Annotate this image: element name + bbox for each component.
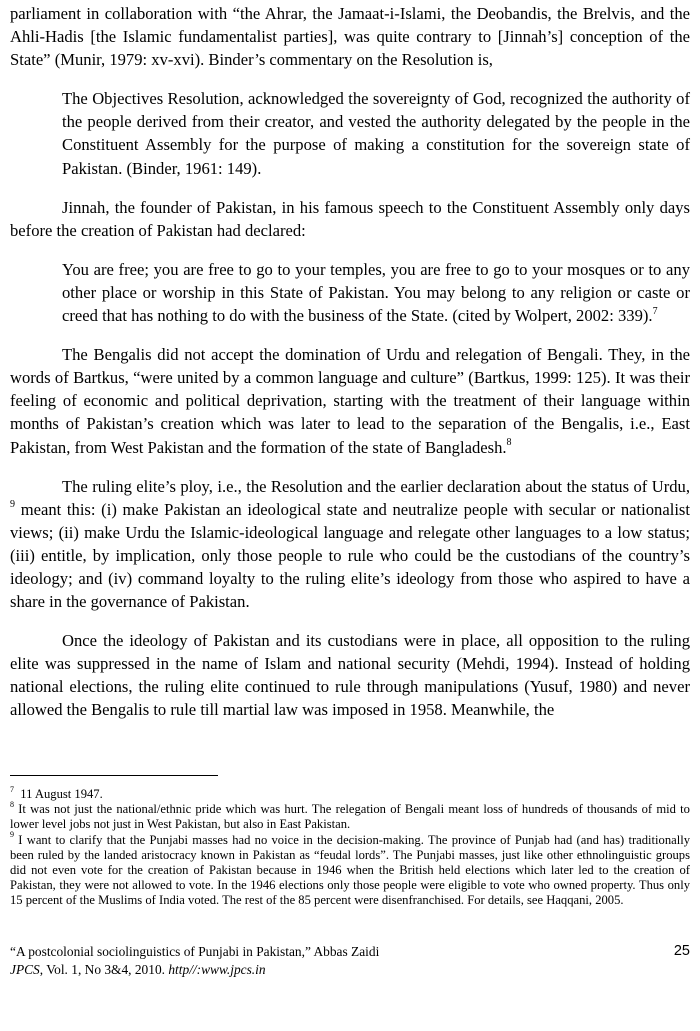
paragraph: Once the ideology of Pakistan and its custodians were in place, all opposition to the ruling elite was suppressed in the name of Islam and national security (Mehdi, 1994). Instead of holding national elections, the ruling elite continued to rule through manipulations (Yusuf, 1980) and never allowed the Bengalis to rule till martial law was imposed in 1958. Meanwhile, the <box>10 631 690 720</box>
quote-text: You are free; you are free to go to your temples, you are free to go to your mosques or to any other place or worship in this State of Pakistan. You may belong to any religion or caste or creed that has nothing to do with the business of the State. (cited by Wolpert, 2002: 339). <box>62 259 690 326</box>
journal-info <box>10 961 690 979</box>
footnote-ref[interactable]: 8 <box>506 436 512 448</box>
footnote-ref[interactable]: 7 <box>652 305 658 317</box>
footnotes <box>10 784 690 909</box>
paragraph: parliament in collaboration with “the Ahrar, the Jamaat-i-Islami, the Deobandis, the Brelvis, and the Ahli-Hadis [the Islamic fundamentalist parties], was quite contrary to [Jinnah’s] conception of the State” (Munir, 1979: xv-xvi). Binder’s commentary on the Resolution is, <box>10 4 690 70</box>
page-number: 25 <box>673 943 690 959</box>
paragraph-text: The ruling elite’s ploy, i.e., the Resolution and the earlier declaration about the status of Urdu, <box>62 476 690 496</box>
paragraph-text: The Bengalis did not accept the domination of Urdu and relegation of Bengali. They, in the words of Bartkus, “were united by a common language and culture” (Bartkus, 1999: 125). It was their feeling of economic and political deprivation, starting with the treatment of their language within months of Pakistan’s creation which was later to lead to the separation of the Bengalis, i.e., East Pakistan, from West Pakistan and the formation of the state of Bangladesh. <box>10 345 690 457</box>
paragraph <box>10 343 690 458</box>
paragraph: Jinnah, the founder of Pakistan, in his famous speech to the Constituent Assembly only days before the creation of Pakistan had declared: <box>10 197 690 240</box>
article-body <box>10 2 690 722</box>
footnote-ref[interactable]: 9 <box>10 499 15 511</box>
footnote-number: 8 <box>10 800 14 810</box>
footnote-text: It was not just the national/ethnic pride which was hurt. The relegation of Bengali meant loss of hundreds of thousands of mid to lower level jobs not just in West Pakistan, but also in East Pakistan. <box>10 802 690 832</box>
footnote-divider <box>10 775 218 776</box>
block-quote: The Objectives Resolution, acknowledged the sovereignty of God, recognized the authority of the people derived from their creator, and vested the authority delegated by the people in the Constituent Assembly for the purpose of making a constitution for the sovereign state of Pakistan. (Binder, 1961: 149). <box>62 89 690 178</box>
article-reference: “A postcolonial sociolinguistics of Punjabi in Pakistan,” Abbas Zaidi <box>10 944 380 959</box>
footnote-number: 9 <box>10 830 14 840</box>
journal-abbr: JPCS <box>10 962 40 977</box>
paragraph <box>10 475 690 614</box>
footnote-text: I want to clarify that the Punjabi masses had no voice in the decision-making. The province of Punjab had (and has) traditionally been ruled by the landed aristocracy known in Pakistan as “feudal lords”. The Punjabi masses, just like other ethnolinguistic groups did not even vote for the creation of Pakistan because in 1946 when the British held elections which later led to the creation of Pakistan, they were not allowed to vote. In the 1946 elections only those people were eligible to vote who owned property. Thus only 15 percent of the Muslims of India voted. The rest of the 85 percent were disenfranchised. For details, see Haqqani, 2005. <box>10 832 690 908</box>
footnote <box>10 802 690 832</box>
paragraph-text: meant this: (i) make Pakistan an ideological state and neutralize people with secular or nationalist views; (ii) make Urdu the Islamic-ideological language and relegate other languages to a low status; (iii) entitle, by implication, only those people to rule who could be the custodians of the country’s ideology; and (iv) command loyalty to the ruling elite’s ideology from those who aspired to have a share in the governance of Pakistan. <box>10 499 690 612</box>
block-quote <box>62 258 690 327</box>
journal-volume: , Vol. 1, No 3&4, 2010. <box>39 962 165 977</box>
footnote-text: 11 August 1947. <box>20 787 103 801</box>
footnote <box>10 830 690 909</box>
page-footer <box>10 943 690 979</box>
footnote-number: 7 <box>10 784 14 794</box>
journal-url[interactable]: http//:www.jpcs.in <box>168 962 266 977</box>
footnote <box>10 784 690 802</box>
